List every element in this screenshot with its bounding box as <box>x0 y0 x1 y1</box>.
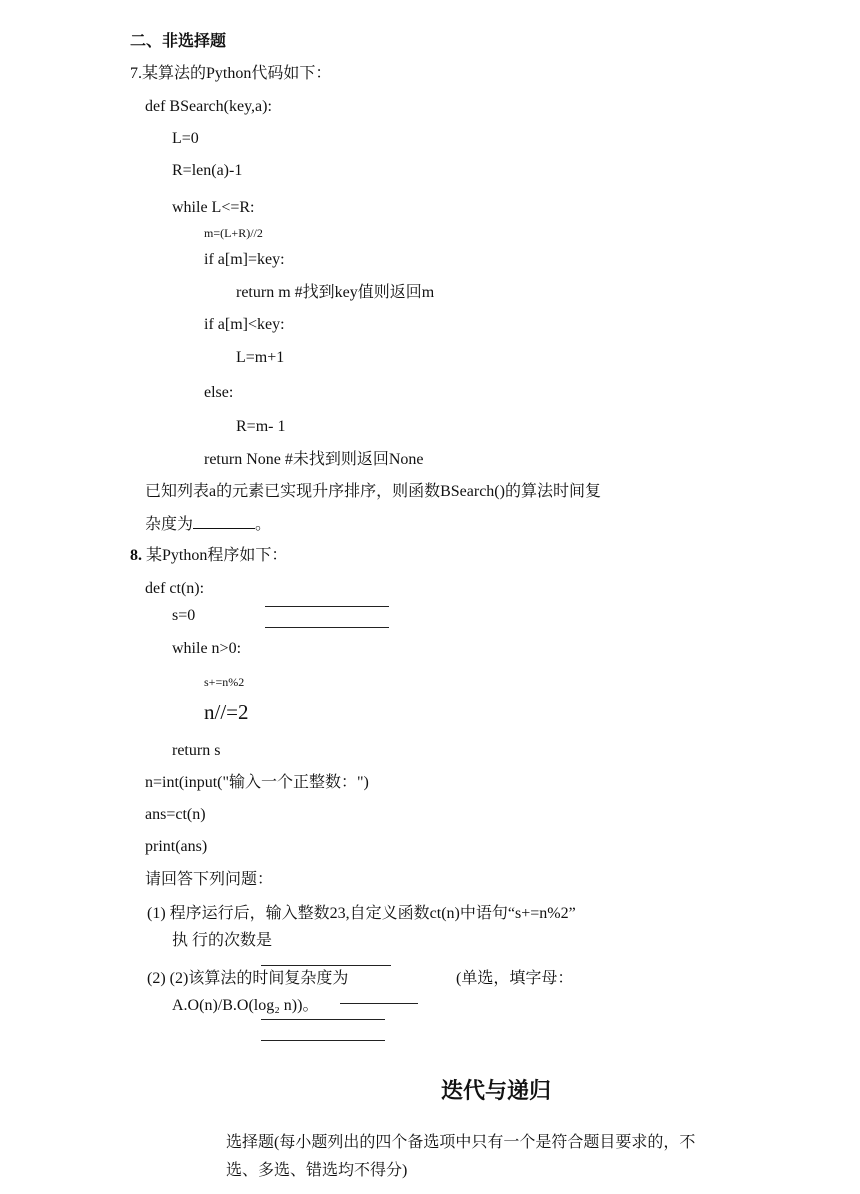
q7-code-line: return m #找到key值则返回m <box>236 284 435 301</box>
q7-code-line: while L<=R: <box>172 199 255 216</box>
q8-code-line: def ct(n): <box>145 580 205 597</box>
q8-sub2-options: A.O(n)/B.O(log₂ n))。 <box>172 997 319 1014</box>
q8-sub2: (2) (2)该算法的时间复杂度为 <box>147 970 349 987</box>
q7-code-line: if a[m]=key: <box>204 251 285 268</box>
q8-sub2-choice-hint: (单选，填字母： <box>456 970 574 987</box>
q8-code-line: ans=ct(n) <box>145 806 206 823</box>
q8-code-line: while n>0: <box>172 640 242 657</box>
q8-sub1: (1) 程序运行后，输入整数23,自定义函数ct(n)中语句“s+=n%2” <box>147 905 576 922</box>
section-heading: 二、非选择题 <box>130 33 227 50</box>
q7-code-line: R=len(a)-1 <box>172 162 243 179</box>
q7-code-line: m=(L+R)//2 <box>204 226 263 240</box>
q7-question-suffix: 。 <box>255 516 272 533</box>
answer-line[interactable] <box>261 1040 385 1041</box>
answer-line[interactable] <box>261 965 391 966</box>
q7-code-line: R=m- 1 <box>236 418 286 435</box>
answer-line[interactable] <box>340 1003 418 1004</box>
answer-line[interactable] <box>265 606 389 607</box>
q8-code-line: print(ans) <box>145 838 208 855</box>
answer-line[interactable] <box>265 627 389 628</box>
q7-question-line: 已知列表a的元素已实现升序排序，则函数BSearch()的算法时间复 <box>145 483 601 500</box>
q8-stem <box>130 546 287 566</box>
q8-code-line: n=int(input("输入一个正整数：") <box>145 774 369 791</box>
q8-code-line: s+=n%2 <box>204 675 245 689</box>
q7-code-line: def BSearch(key,a): <box>145 98 272 115</box>
q8-sub1-cont: 执 行的次数是 <box>172 932 273 949</box>
choice-intro-cont: 选、多选、错选均不得分) <box>226 1162 408 1179</box>
q7-code-line: L=m+1 <box>236 349 285 366</box>
q7-stem: 7.某算法的Python代码如下： <box>130 65 332 82</box>
answer-line[interactable] <box>261 1019 385 1020</box>
answer-blank[interactable] <box>193 514 255 529</box>
q8-code-line: return s <box>172 742 221 759</box>
q7-question-line <box>145 514 271 535</box>
q7-code-line: if a[m]<key: <box>204 316 285 333</box>
q7-code-line: L=0 <box>172 130 199 147</box>
q8-number: 8. <box>130 547 142 564</box>
q7-code-line: else: <box>204 384 234 401</box>
q8-code-line: n//=2 <box>204 700 249 724</box>
q8-stem-text: 某Python程序如下： <box>142 547 288 564</box>
chapter-title: 迭代与递归 <box>441 1078 552 1103</box>
q8-prompt: 请回答下列问题： <box>145 871 274 888</box>
q7-question-prefix: 杂度为 <box>145 516 194 533</box>
q8-code-line: s=0 <box>172 607 196 624</box>
q7-code-line: return None #未找到则返回None <box>204 451 424 468</box>
choice-intro: 选择题(每小题列出的四个备选项中只有一个是符合题目要求的，不 <box>226 1134 696 1151</box>
